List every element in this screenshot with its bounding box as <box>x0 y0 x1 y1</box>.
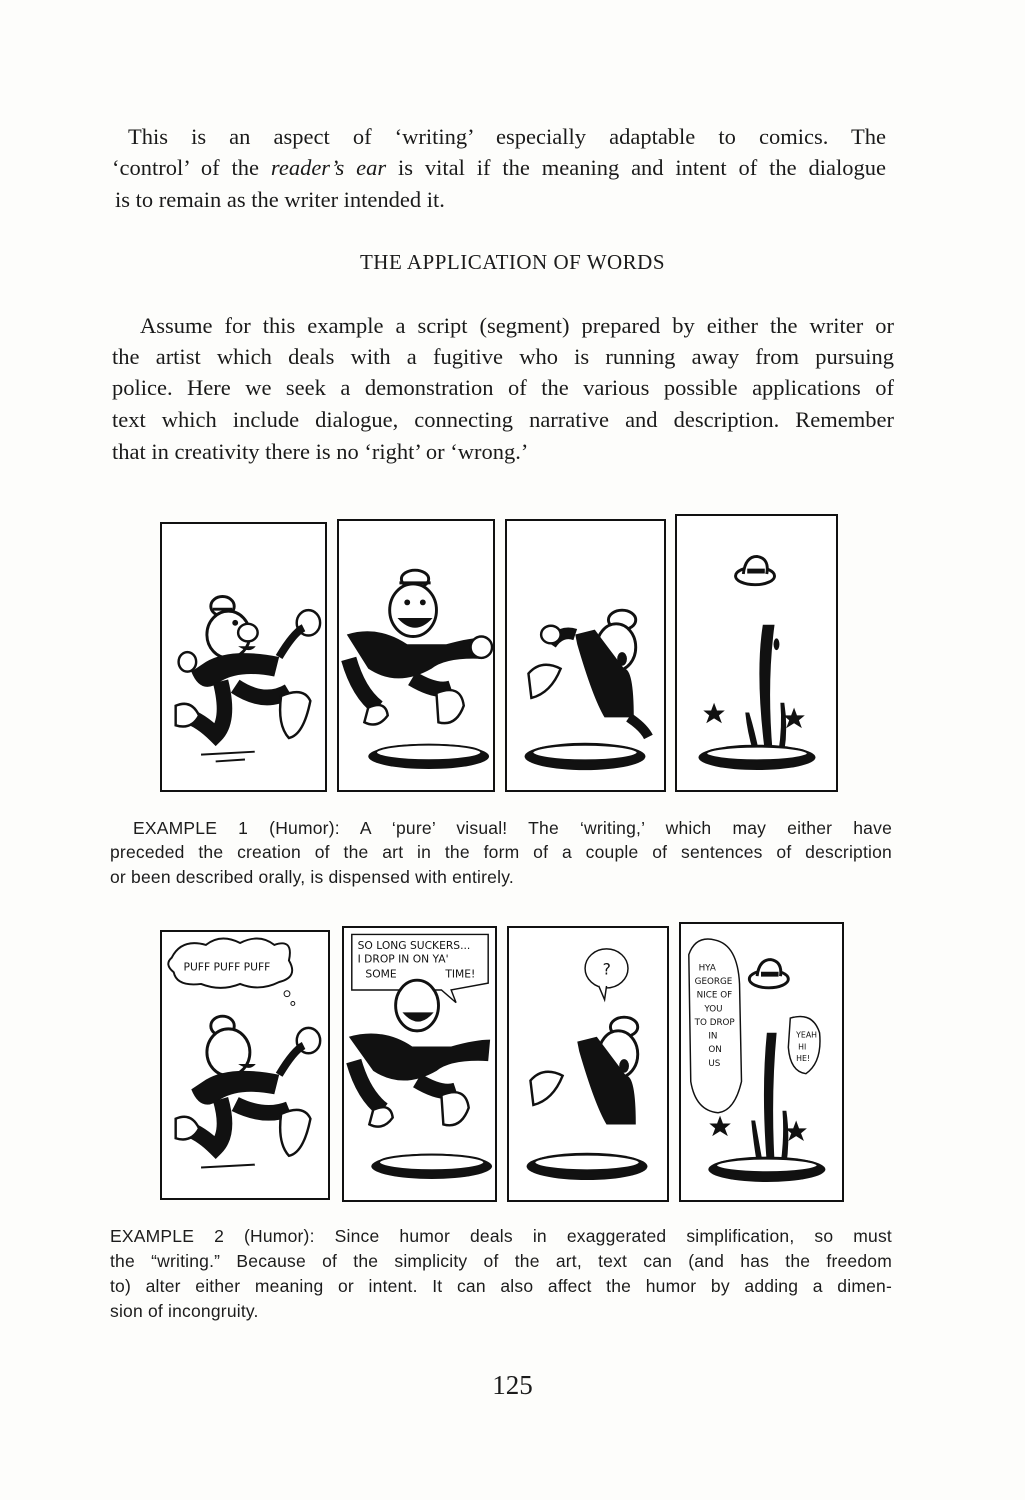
example2-panel-3 <box>507 926 669 1202</box>
example1-caption-line-1: EXAMPLE 1 (Humor): A ‘pure’ visual! The ‘writing,’ which may either have <box>133 818 892 838</box>
section-heading: THE APPLICATION OF WORDS <box>359 250 666 274</box>
body-line-5: that in creativity there is no ‘right’ or ‘wrong.’ <box>112 439 529 464</box>
hya-text-8: US <box>708 1058 721 1069</box>
hat-and-splash-illustration <box>677 516 836 790</box>
body-line-4: text which include dialogue, connecting narrative and description. Remember <box>112 407 894 432</box>
example1-panel-3 <box>505 519 666 792</box>
example2-caption-line-3: to) alter either meaning or intent. It can also affect the humor by adding a dimen- <box>110 1276 892 1296</box>
example1-caption-line-2: preceded the creation of the art in the form of a couple of sentences of description <box>110 842 892 862</box>
example2-panel-4 <box>679 922 844 1202</box>
yeah-text-2: HI <box>798 1042 807 1052</box>
body-line-2: the artist which deals with a fugitive who is running away from pursuing <box>112 344 894 369</box>
example2-caption-line-4: sion of incongruity. <box>110 1301 259 1321</box>
body-line-1: Assume for this example a script (segment) prepared by either the writer or <box>140 313 894 338</box>
hya-george-illustration <box>681 924 842 1200</box>
so-long-suckers-illustration <box>344 928 495 1200</box>
grinning-man-illustration <box>339 521 493 790</box>
example1-panel-1 <box>160 522 327 792</box>
example2-panel-2 <box>342 926 497 1202</box>
hya-text-2: GEORGE <box>694 976 733 987</box>
example2-caption-line-2: the “writing.” Because of the simplicity of the art, text can (and has the freedom <box>110 1251 892 1271</box>
running-man-puff-illustration <box>162 932 328 1198</box>
hya-text-4: YOU <box>704 1004 723 1015</box>
hya-text-5: TO DROP <box>694 1017 735 1028</box>
question-fall-illustration <box>509 928 667 1200</box>
running-man-illustration <box>162 524 325 790</box>
body-line-3: police. Here we seek a demonstration of the various possible applications of <box>112 375 894 400</box>
hya-text-6: IN <box>708 1031 718 1042</box>
example2-panel-1 <box>160 930 330 1200</box>
example2-caption-line-1: EXAMPLE 2 (Humor): Since humor deals in exaggerated simplification, so must <box>110 1226 892 1246</box>
yeah-text-3: HE! <box>796 1054 811 1064</box>
so-long-text-3: SOME <box>365 967 397 981</box>
hya-text-7: ON <box>708 1045 722 1056</box>
so-long-text-2: I DROP IN ON YA' <box>357 952 449 966</box>
example1-panel-4 <box>675 514 838 792</box>
intro-line-3: is to remain as the writer intended it. <box>115 187 445 212</box>
intro-line-2b: is vital if the meaning and intent of the dialogue <box>386 155 886 180</box>
yeah-text-1: YEAH <box>796 1030 818 1040</box>
page-number: 125 <box>492 1370 533 1400</box>
example1-panel-2 <box>337 519 495 792</box>
example1-caption-line-3: or been described orally, is dispensed with entirely. <box>110 867 514 887</box>
falling-man-illustration <box>507 521 664 790</box>
puff-balloon-text: PUFF PUFF PUFF <box>183 960 271 974</box>
so-long-text-1: SO LONG SUCKERS... <box>357 939 471 953</box>
intro-line-2 <box>112 152 886 183</box>
hya-text-1: HYA <box>698 963 716 974</box>
intro-line-2a: ‘control’ of the <box>112 155 271 180</box>
so-long-text-4: TIME! <box>445 967 476 981</box>
question-balloon-text: ? <box>602 960 611 979</box>
hya-text-3: NICE OF <box>696 990 733 1001</box>
intro-line-1: This is an aspect of ‘writing’ especially adaptable to comics. The <box>128 124 886 149</box>
readers-ear-emphasis: reader’s ear <box>270 155 387 180</box>
